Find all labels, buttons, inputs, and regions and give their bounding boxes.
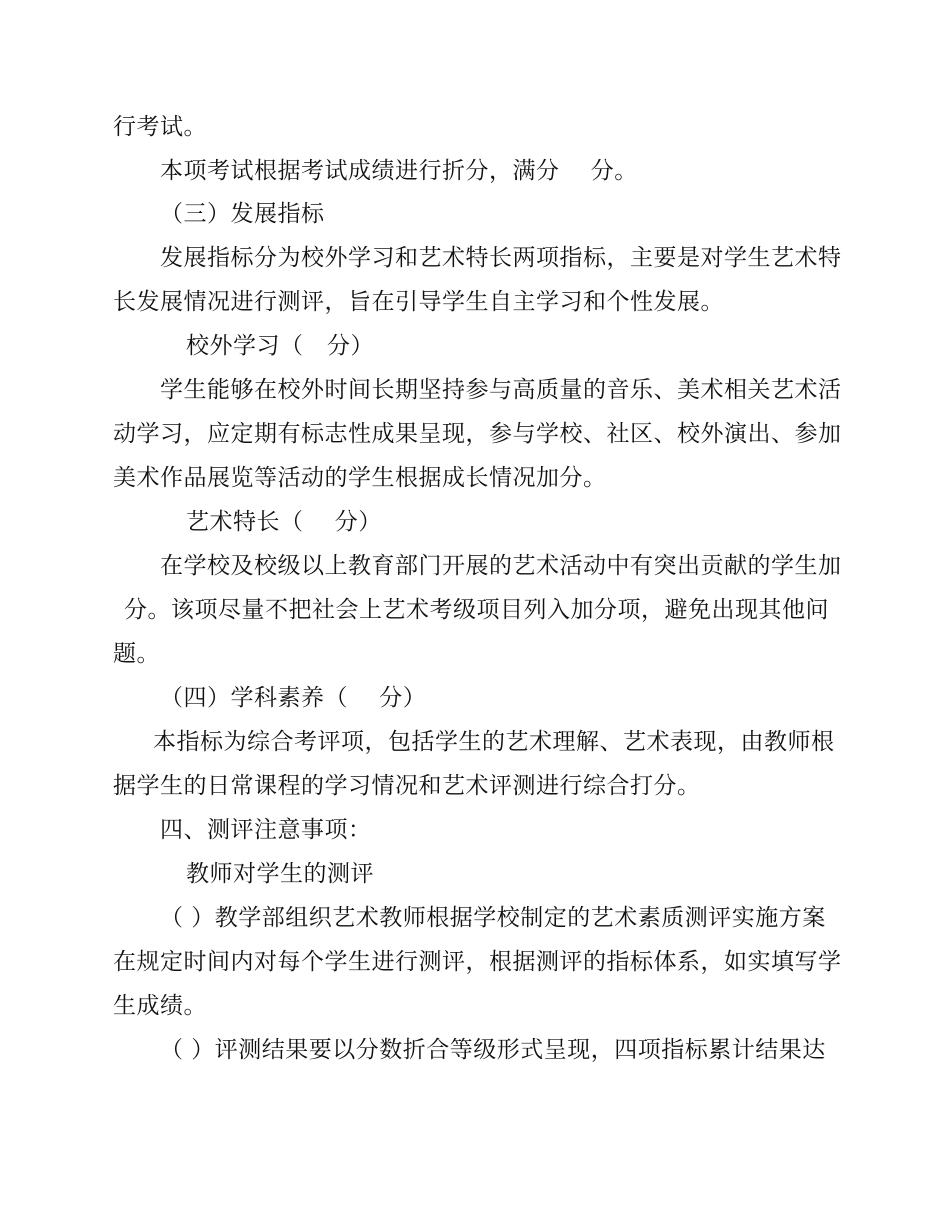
text-line: 长发展情况进行测评，旨在引导学生自主学习和个性发展。 <box>113 289 724 315</box>
text-line: 本指标为综合考评项，包括学生的艺术理解、艺术表现，由教师根 <box>153 729 835 755</box>
text-line: 学生能够在校外时间长期坚持参与高质量的音乐、美术相关艺术活 <box>160 377 842 403</box>
subsection-heading: 艺术特长（ 分） <box>186 509 382 535</box>
text-line: 在学校及校级以上教育部门开展的艺术活动中有突出贡献的学生加 <box>160 553 842 579</box>
section-heading: （三）发展指标 <box>160 201 325 227</box>
text-line: 分。该项尽量不把社会上艺术考级项目列入加分项，避免出现其他问 <box>124 597 829 623</box>
subsection-heading: 校外学习（ 分） <box>186 333 374 359</box>
text-line: 动学习，应定期有标志性成果呈现，参与学校、社区、校外演出、参加 <box>113 421 842 447</box>
text-line: 行考试。 <box>113 114 207 140</box>
text-line: 生成绩。 <box>113 993 207 1019</box>
text-line: 美术作品展览等活动的学生根据成长情况加分。 <box>113 465 607 491</box>
text-line: 本项考试根据考试成绩进行折分，满分 分。 <box>160 158 638 184</box>
section-heading: 四、测评注意事项： <box>160 817 372 843</box>
text-line: 据学生的日常课程的学习情况和艺术评测进行综合打分。 <box>113 773 701 799</box>
text-line: 在规定时间内对每个学生进行测评，根据测评的指标体系，如实填写学 <box>113 949 842 975</box>
section-heading: （四）学科素养（ 分） <box>160 685 427 711</box>
text-line: （ ）评测结果要以分数折合等级形式呈现，四项指标累计结果达 <box>160 1037 826 1063</box>
text-line: （ ）教学部组织艺术教师根据学校制定的艺术素质测评实施方案 <box>160 905 826 931</box>
text-line: 发展指标分为校外学习和艺术特长两项指标，主要是对学生艺术特 <box>160 245 842 271</box>
subsection-heading: 教师对学生的测评 <box>186 861 374 887</box>
text-line: 题。 <box>113 641 160 667</box>
